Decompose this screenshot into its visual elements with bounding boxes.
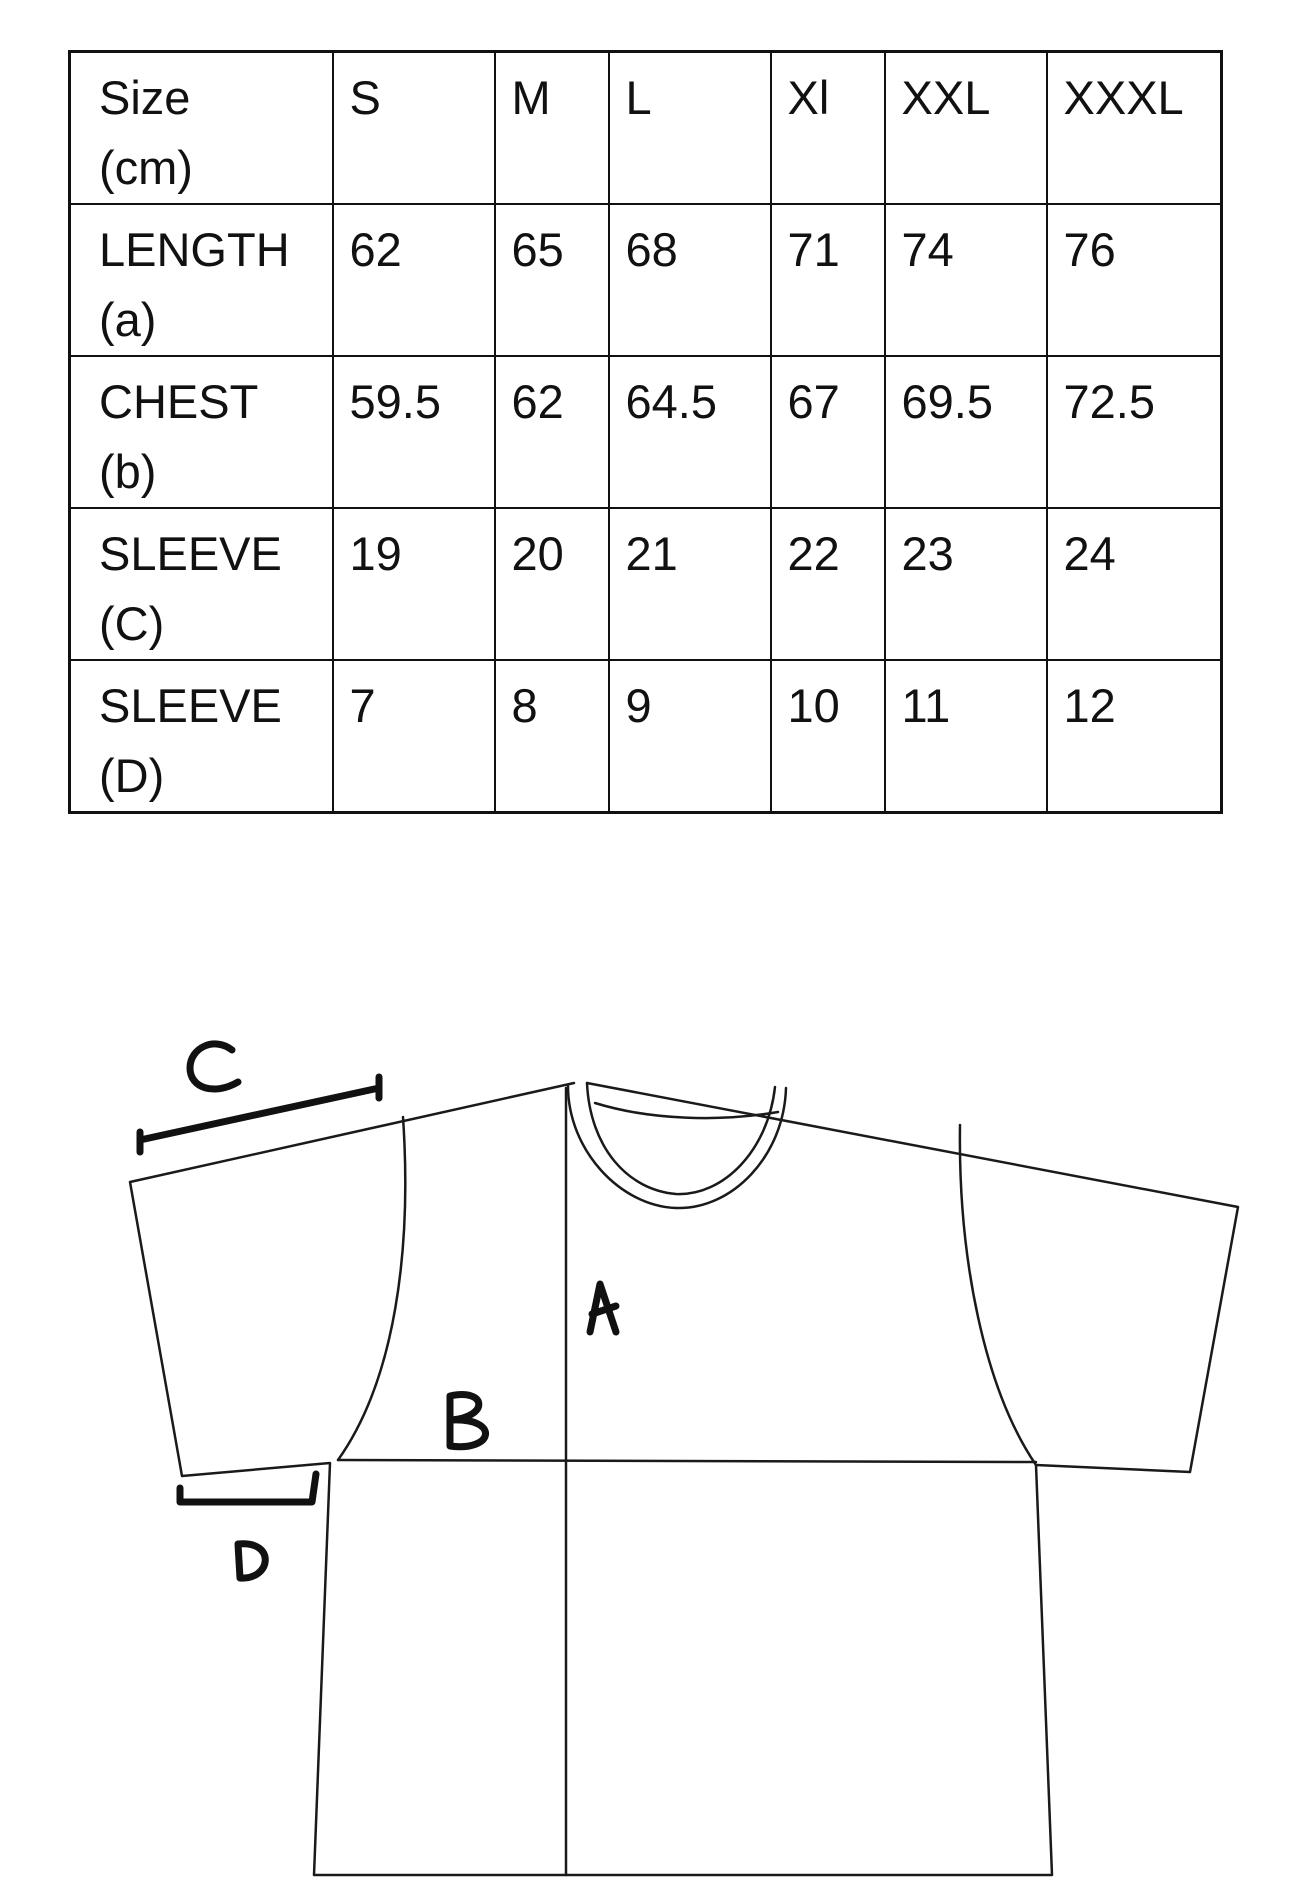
marker-a [590,1284,616,1332]
size-unit-header [70,52,333,205]
row-label-line1: CHEST [99,375,259,428]
d-bracket [180,1474,316,1502]
d-letter [238,1544,265,1578]
table-cell: 10 [771,660,885,813]
size-header-xxl: XXL [885,52,1047,205]
table-cell: 20 [495,508,609,660]
table-cell: 62 [333,204,495,356]
row-label-sleeve-c [70,508,333,660]
table-cell: 8 [495,660,609,813]
chest-line [338,1460,1036,1462]
table-row [70,660,1222,813]
marker-c [140,1044,379,1152]
table-row [70,508,1222,660]
armhole-right [960,1125,1036,1465]
row-label-line2: (C) [99,597,165,650]
neck-rib [587,1083,775,1194]
table-cell: 71 [771,204,885,356]
table-cell: 21 [609,508,771,660]
row-label-chest [70,356,333,508]
marker-d [180,1474,316,1578]
size-chart-table [68,50,1223,814]
row-label-line2: (D) [99,749,165,802]
table-cell: 69.5 [885,356,1047,508]
table-cell: 12 [1047,660,1222,813]
row-label-length [70,204,333,356]
table-cell: 7 [333,660,495,813]
header-label-line1: Size [99,71,191,124]
size-header-row [70,52,1222,205]
table-cell: 24 [1047,508,1222,660]
table-cell: 19 [333,508,495,660]
table-cell: 59.5 [333,356,495,508]
table-cell: 23 [885,508,1047,660]
row-label-line2: (a) [99,293,157,346]
c-letter [190,1044,238,1089]
table-cell: 72.5 [1047,356,1222,508]
table-cell: 62 [495,356,609,508]
shirt-outline [130,1083,1238,1875]
size-header-l: L [609,52,771,205]
armhole-left [338,1117,405,1460]
c-bracket [140,1077,379,1152]
table-cell: 11 [885,660,1047,813]
size-header-xl: Xl [771,52,885,205]
row-label-sleeve-d [70,660,333,813]
table-row [70,356,1222,508]
table-row [70,204,1222,356]
t-shirt-outline-icon [130,1083,1238,1875]
row-label-line1: LENGTH [99,223,290,276]
marker-b [450,1395,486,1447]
size-header-m: M [495,52,609,205]
neckline [568,1086,786,1208]
row-label-line2: (b) [99,445,157,498]
row-label-line1: SLEEVE [99,679,282,732]
neck-back [595,1103,778,1118]
size-header-s: S [333,52,495,205]
table-cell: 65 [495,204,609,356]
size-header-xxxl: XXXL [1047,52,1222,205]
table-cell: 67 [771,356,885,508]
row-label-line1: SLEEVE [99,527,282,580]
table-cell: 64.5 [609,356,771,508]
table-cell: 22 [771,508,885,660]
table-cell: 68 [609,204,771,356]
header-label-line2: (cm) [99,141,193,194]
table-cell: 9 [609,660,771,813]
table-cell: 74 [885,204,1047,356]
table-cell: 76 [1047,204,1222,356]
